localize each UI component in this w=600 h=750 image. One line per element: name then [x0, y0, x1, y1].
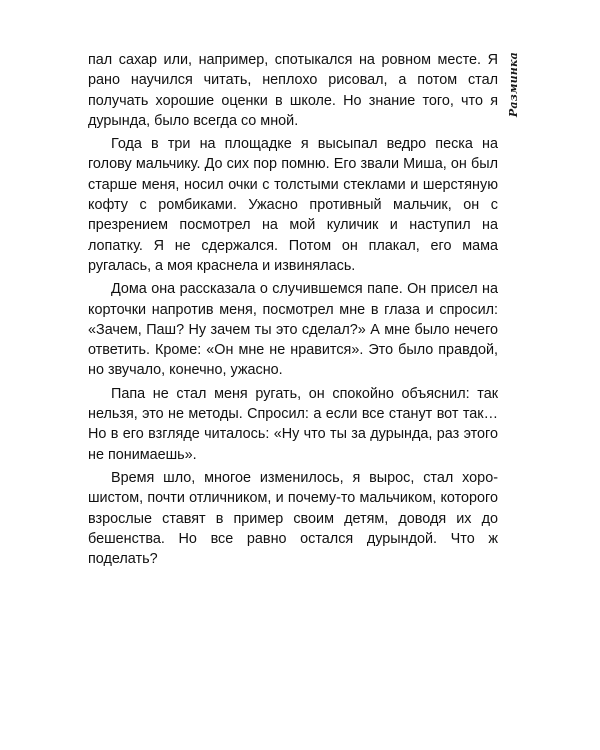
section-tab	[493, 52, 533, 118]
paragraph: Года в три на площадке я высыпал ведро песка на голову мальчику. До сих пор помню. Его звали Миша, он был старше меня, носил очки с толстыми стеклами и шерстяную кофту с ромбиками. Ужасно противный мальчик, он с презрением посмотрел на мой куличик и наступил на лопатку. Я не сдержался. Потом он плакал, его мама ругалась, а моя краснела и извинялась.	[88, 136, 498, 274]
paragraph: Папа не стал меня ругать, он спокойно объяснил: так нельзя, это не методы. Спросил: а если все станут вот так… Но в его взгляде читалось: «Ну что ты за дурында, раз этого не понимаешь».	[88, 385, 498, 463]
body-text	[88, 50, 498, 572]
section-label: Разминка	[506, 52, 520, 118]
paragraph: Дома она рассказала о случившемся папе. Он присел на корточки напротив меня, посмотрел мне в глаза и спросил: «Зачем, Паш? Ну зачем ты это сделал?» А мне было нечего ответить. Кроме: «Он мне не нравится». Это было правдой, но звучало, конечно, ужасно.	[88, 281, 498, 379]
paragraph-continuation: пал сахар или, например, спотыкался на ровном месте. Я рано научился читать, неплохо рисовал, а потом стал получать хорошие оценки в школе. Но знание того, что я дурында, было всегда со мной.	[88, 52, 498, 129]
paragraph: Время шло, многое изменилось, я вырос, стал хорошистом, почти отличником, и почему-то мальчиком, которого взрослые ставят в пример своим детям, доводя их до бешенства. Но все равно остался дурындой. Что ж поделать?	[88, 469, 498, 568]
